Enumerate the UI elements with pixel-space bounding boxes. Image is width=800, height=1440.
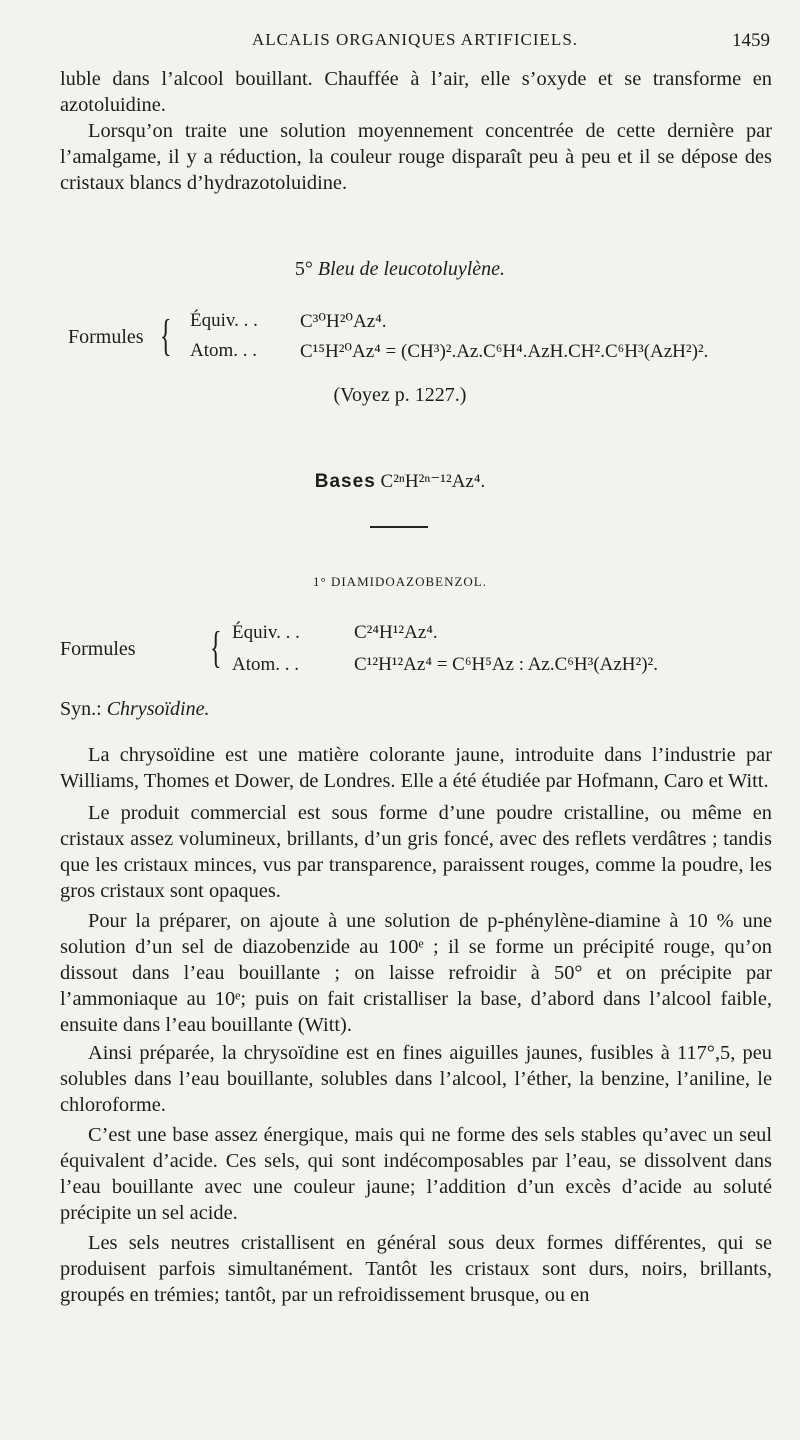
equiv-formula: C³⁰H²⁰Az⁴. bbox=[300, 311, 387, 332]
brace-icon: { bbox=[160, 311, 172, 360]
section-number: 5° bbox=[294, 258, 313, 280]
cross-reference: (Voyez p. 1227.) bbox=[333, 384, 467, 406]
paragraph: Le produit commercial est sous forme d’une poudre cristalline, ou même en cristaux assez volumineux, brillants, d’un gris foncé, avec des reflets verdâtres ; tandis que les cristaux minces, vus par transparence, paraissent rouges, comme la poudre, les gros cristaux sont opaques. bbox=[60, 802, 772, 902]
formulas-label: Formules bbox=[60, 638, 136, 660]
bases-label: Bases bbox=[314, 471, 376, 492]
body-text bbox=[60, 742, 772, 1308]
synonym-value: Chrysoïdine. bbox=[106, 698, 210, 720]
atom-label: Atom. . . bbox=[190, 340, 258, 361]
paragraph: La chrysoïdine est une matière colorante jaune, introduite dans l’industrie par Williams, Thomes et Dower, de Londres. Elle a été étudiée par Hofmann, Caro et Witt. bbox=[60, 744, 772, 792]
formula-block-5 bbox=[60, 310, 772, 370]
equiv-label: Équiv. . . bbox=[232, 622, 300, 643]
page-number: 1459 bbox=[732, 30, 770, 51]
section-5-heading bbox=[0, 258, 800, 281]
paragraph: Lorsqu’on traite une solution moyennement concentrée de cette dernière par l’amalgame, il y a réduction, la couleur rouge disparaît peu à peu et il se dépose des cristaux blancs d’hydrazotoluidine. bbox=[60, 120, 772, 194]
paragraph: Ainsi préparée, la chrysoïdine est en fines aiguilles jaunes, fusibles à 117°,5, peu solubles dans l’eau bouillante, solubles dans l’alcool, l’éther, la benzine, l’aniline, le chloroforme. bbox=[60, 1042, 772, 1116]
equiv-label: Équiv. . . bbox=[190, 310, 258, 331]
divider bbox=[370, 526, 428, 528]
running-header bbox=[60, 30, 770, 56]
header-title: ALCALIS ORGANIQUES ARTIFICIELS. bbox=[251, 30, 579, 49]
synonym-label: Syn.: bbox=[60, 698, 102, 720]
atom-formula: C¹²H¹²Az⁴ = C⁶H⁵Az : Az.C⁶H³(AzH²)². bbox=[354, 654, 658, 675]
formulas-label: Formules bbox=[68, 326, 144, 348]
intro-text bbox=[60, 66, 772, 196]
synonym bbox=[60, 698, 209, 721]
bases-formula: C²ⁿH²ⁿ⁻¹²Az⁴. bbox=[380, 471, 486, 492]
section-1-heading: 1° DIAMIDOAZOBENZOL. bbox=[313, 574, 487, 589]
atom-label: Atom. . . bbox=[232, 654, 300, 675]
brace-icon: { bbox=[210, 623, 222, 672]
paragraph: Pour la préparer, on ajoute à une solution de p-phénylène-diamine à 10 % une solution d’un sel de diazobenzide au 100ᵉ ; il se forme un précipité rouge, qu’on dissout dans l’eau bouillante ; on laisse refroidir à 50° et on précipite par l’ammoniaque au 10ᵉ; puis on fait cristalliser la base, d’abord dans l’alcool faible, ensuite dans l’eau bouillante (Witt). bbox=[60, 910, 772, 1036]
atom-formula: C¹⁵H²⁰Az⁴ = (CH³)².Az.C⁶H⁴.AzH.CH².C⁶H³(AzH²)². bbox=[300, 341, 709, 362]
bases-heading bbox=[0, 470, 800, 493]
paragraph: C’est une base assez énergique, mais qui ne forme des sels stables qu’avec un seul équivalent d’acide. Ces sels, qui sont indécomposables par l’eau, se dissolvent dans l’eau bouillante avec une couleur jaune; l’addition d’un excès d’acide au soluté précipite un sel acide. bbox=[60, 1124, 772, 1224]
section-title: Bleu de leucotoluylène. bbox=[317, 258, 506, 280]
paragraph: luble dans l’alcool bouillant. Chauffée à l’air, elle s’oxyde et se transforme en azotoluidine. bbox=[60, 68, 772, 116]
equiv-formula: C²⁴H¹²Az⁴. bbox=[354, 622, 438, 643]
paragraph: Les sels neutres cristallisent en général sous deux formes différentes, qui se produisent parfois simultanément. Tantôt les cristaux sont durs, noirs, brillants, groupés en trémies; tantôt, par un refroidissement brusque, ou en bbox=[60, 1232, 772, 1306]
formula-block-1 bbox=[60, 620, 772, 680]
